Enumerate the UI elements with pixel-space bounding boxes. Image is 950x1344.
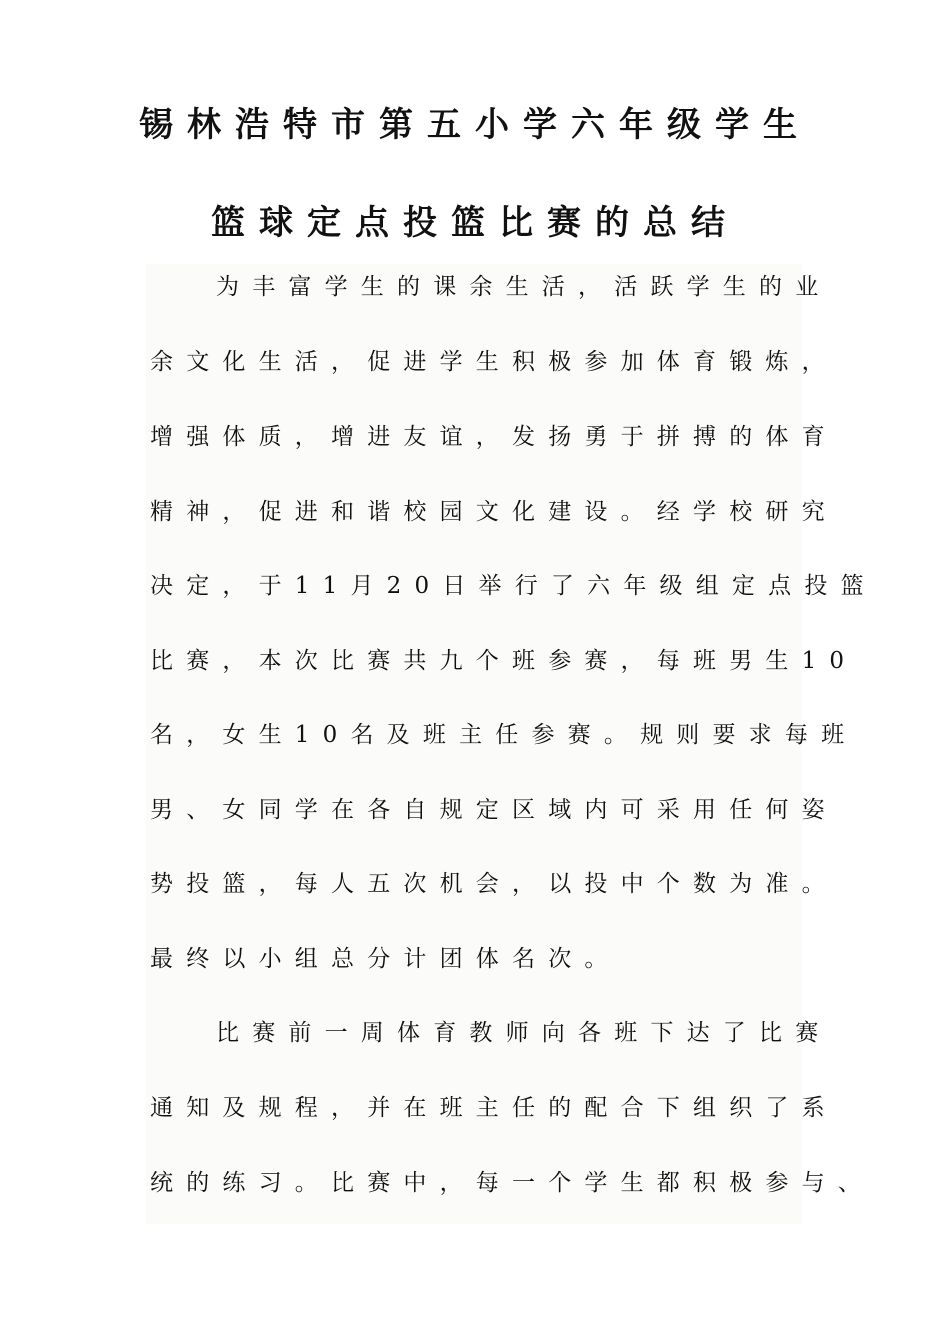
paragraph-1-line: 决定，于11月20日举行了六年级组定点投篮 xyxy=(150,573,877,599)
paragraph-1-line: 余文化生活，促进学生积极参加体育锻炼， xyxy=(150,349,838,375)
paragraph-1-line: 为丰富学生的课余生活，活跃学生的业 xyxy=(216,274,832,300)
paragraph-1-line: 势投篮，每人五次机会，以投中个数为准。 xyxy=(150,871,838,897)
paragraph-1-line: 增强体质，增进友谊，发扬勇于拼搏的体育 xyxy=(150,424,838,450)
paragraph-1-line: 名，女生10名及班主任参赛。规则要求每班 xyxy=(150,722,858,748)
paragraph-1-line: 最终以小组总分计团体名次。 xyxy=(150,946,621,972)
document-title-line-2: 篮球定点投篮比赛的总结 xyxy=(211,203,739,243)
paragraph-1-line: 精神，促进和谐校园文化建设。经学校研究 xyxy=(150,499,838,525)
paragraph-1-line: 比赛，本次比赛共九个班参赛，每班男生10 xyxy=(150,648,858,674)
paragraph-1-line: 男、女同学在各自规定区域内可采用任何姿 xyxy=(150,797,838,823)
paragraph-2-line: 通知及规程，并在班主任的配合下组织了系 xyxy=(150,1095,838,1121)
document-title-line-1: 锡林浩特市第五小学六年级学生 xyxy=(139,105,811,145)
paragraph-2-line: 比赛前一周体育教师向各班下达了比赛 xyxy=(216,1020,832,1046)
paragraph-2-line: 统的练习。比赛中，每一个学生都积极参与、 xyxy=(150,1170,874,1196)
